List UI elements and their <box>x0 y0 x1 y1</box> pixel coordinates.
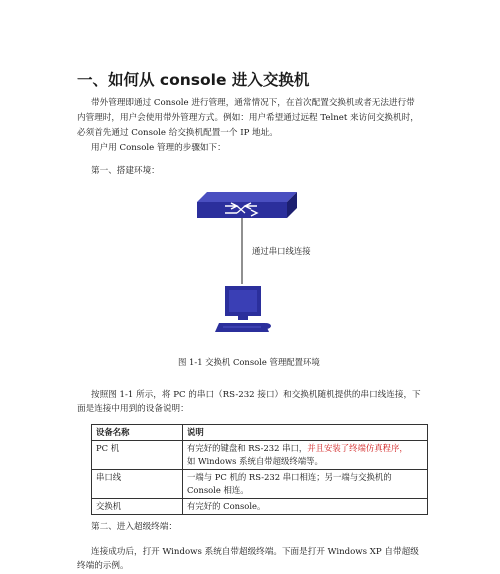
network-diagram <box>195 186 315 336</box>
device-desc-cell <box>183 441 428 470</box>
desc-text-2: Console 相连。 <box>187 485 249 495</box>
pc-icon <box>215 286 271 332</box>
step-2-label: 第二、进入超级终端： <box>91 522 177 532</box>
desc-text-highlight: 并且安装了终端仿真程序， <box>307 443 408 453</box>
header-device-name: 设备名称 <box>92 425 183 441</box>
desc-text: 有完好的键盘和 RS-232 串口， <box>187 443 308 453</box>
table-row <box>92 441 428 470</box>
desc-text-2: 如 Windows 系统自带超级终端等。 <box>187 456 323 466</box>
device-name-cell: 交换机 <box>92 499 183 515</box>
table-row <box>92 499 428 515</box>
intro-line-2: 内管理时，用户会使用带外管理方式。例如：用户希望通过远程 Telnet 来访问交换机时， <box>77 113 419 123</box>
intro-line-3: 必须首先通过 Console 给交换机配置一个 IP 地址。 <box>77 128 278 138</box>
connect-line-1: 按照图 1-1 所示，将 PC 的串口（RS-232 接口）和交换机随机提供的串口线连接，下 <box>91 390 421 400</box>
intro-line-4: 用户用 Console 管理的步骤如下： <box>91 143 226 153</box>
device-name-cell: PC 机 <box>92 441 183 470</box>
intro-line-1: 带外管理即通过 Console 进行管理，通常情况下，在首次配置交换机或者无法进行带 <box>91 98 415 108</box>
header-description: 说明 <box>183 425 428 441</box>
figure-caption: 图 1-1 交换机 Console 管理配置环境 <box>178 357 320 367</box>
cable-label: 通过串口线连接 <box>252 246 311 256</box>
table-row <box>92 470 428 499</box>
switch-icon <box>197 192 297 218</box>
table-header-row <box>92 425 428 441</box>
final-line-2: 终端的示例。 <box>77 561 129 571</box>
connect-line-2: 面是连接中用到的设备说明： <box>77 404 189 414</box>
section-heading: 一、如何从 console 进入交换机 <box>77 71 310 89</box>
device-desc-cell: 有完好的 Console。 <box>183 499 428 515</box>
device-desc-cell <box>183 470 428 499</box>
desc-text: 一端与 PC 机的 RS-232 串口相连；另一端与交换机的 <box>187 472 392 482</box>
final-line-1: 连接成功后，打开 Windows 系统自带超级终端。下面是打开 Windows XP 自带超级 <box>91 547 419 557</box>
device-table <box>91 424 428 515</box>
device-name-cell: 串口线 <box>92 470 183 499</box>
step-1-label: 第一、搭建环境： <box>91 166 160 176</box>
